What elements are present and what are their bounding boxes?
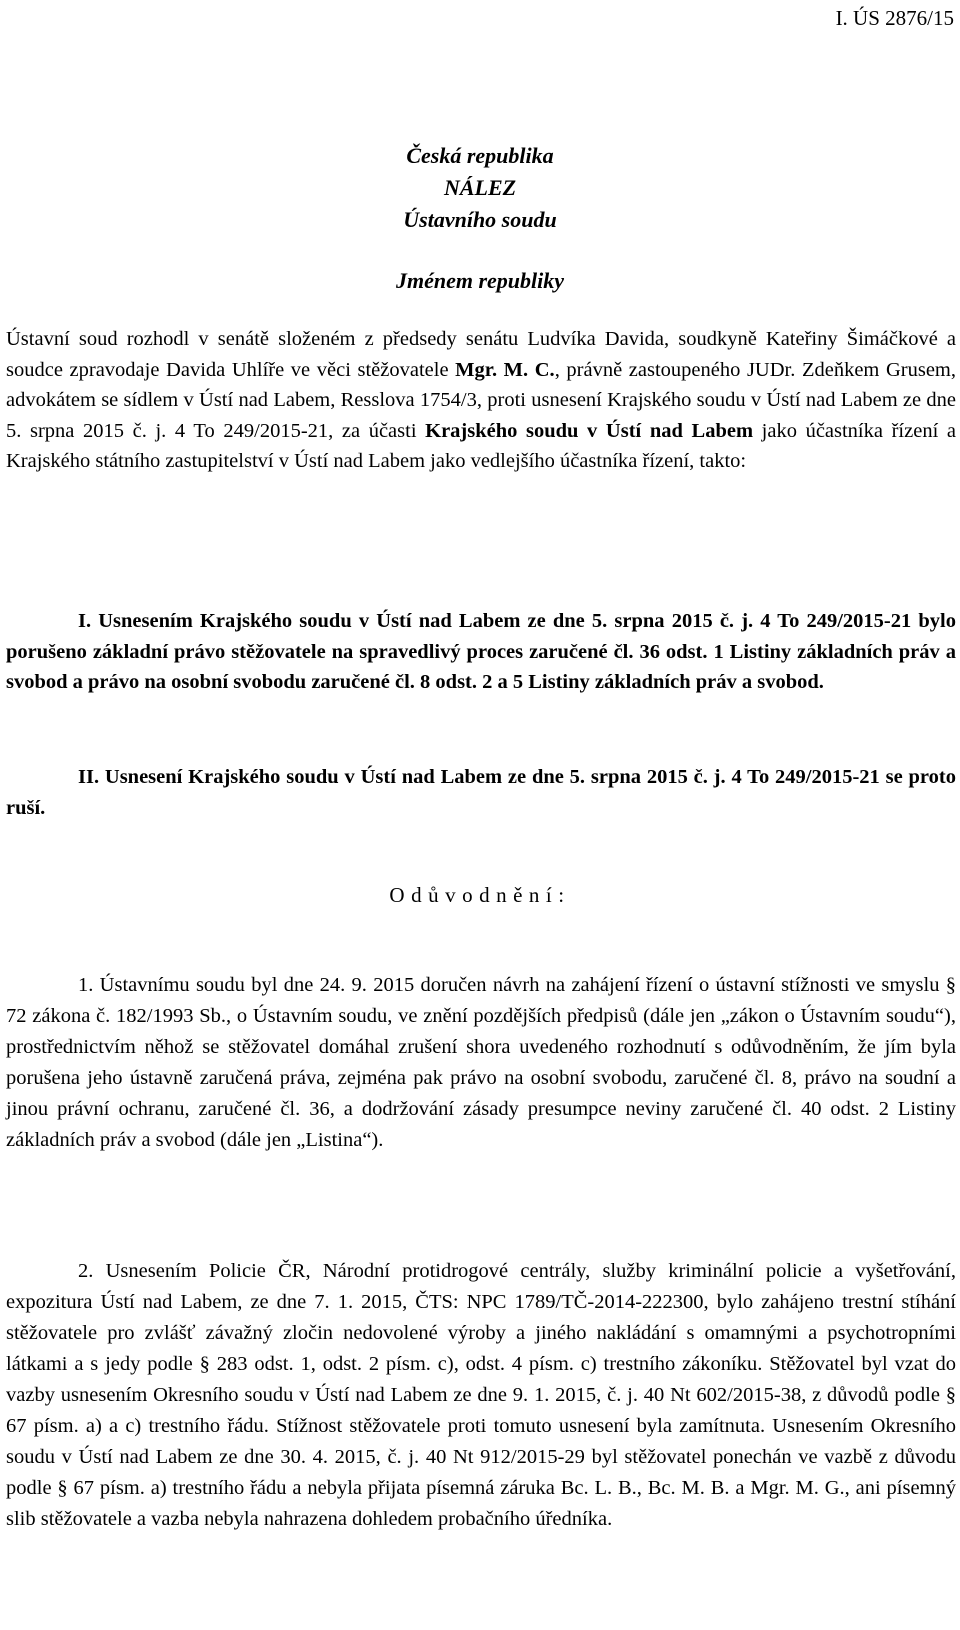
reasoning-paragraph-2	[6, 1256, 956, 1535]
title-in-name-of-republic: Jménem republiky	[395, 268, 565, 293]
participant-court: Krajského soudu v Ústí nad Labem	[425, 419, 754, 442]
intro-paragraph	[6, 324, 956, 477]
verdict-1-text: I. Usnesením Krajského soudu v Ústí nad Labem ze dne 5. srpna 2015 č. j. 4 To 249/2015-21 bylo porušeno základní právo stěžovatele na spravedlivý proces zaručené čl. 36 odst. 1 Listiny základních práv a svobod a právo na osobní svobodu zaručené čl. 8 odst. 2 a 5 Listiny základních práv a svobod.	[6, 610, 956, 693]
intro-text-2: , právně zastoupeného JUDr. Zdeňkem Grusem, advokátem se sídlem v Ústí nad Labem, Resslova 1754/3, proti usnesení Krajského soudu v Ústí nad Labem ze dne 5. srpna 2015 č. j. 4 To 249/2015-21, za účasti	[6, 358, 956, 442]
reasoning-paragraph-1	[6, 970, 956, 1156]
verdict-point-2	[6, 762, 956, 823]
title-document-type: NÁLEZ	[443, 175, 517, 200]
intro-text-1: Ústavní soud rozhodl v senátě složeném z předsedy senátu Ludvíka Davida, soudkyně Kateřiny Šimáčkové a soudce zpravodaje Davida Uhlíře ve věci stěžovatele	[6, 328, 956, 381]
case-reference: I. ÚS 2876/15	[835, 6, 954, 30]
title-court: Ústavního soudu	[403, 207, 557, 232]
intro-text-3: jako účastníka řízení a Krajského státního zastupitelství v Ústí nad Labem jako vedlejšího účastníka řízení, takto:	[6, 419, 956, 472]
paragraph-2-text: 2. Usnesením Policie ČR, Národní protidrogové centrály, služby kriminální policie a vyšetřování, expozitura Ústí nad Labem, ze dne 7. 1. 2015, ČTS: NPC 1789/TČ-2014-222300, bylo zahájeno trestní stíhání stěžovatele pro zvlášť závažný zločin nedovolené výroby a jiného nakládání s omamnými a psychotropními látkami a s jedy podle § 283 odst. 1, odst. 2 písm. c), odst. 4 písm. c) trestního zákoníku. Stěžovatel byl vzat do vazby usnesením Okresního soudu v Ústí nad Labem ze dne 9. 1. 2015, č. j. 40 Nt 602/2015-38, z důvodů podle § 67 písm. a) a c) trestního řádu. Stížnost stěžovatele proti tomuto usnesení byla zamítnuta. Usnesením Okresního soudu v Ústí nad Labem ze dne 30. 4. 2015, č. j. 40 Nt 912/2015-29 byl stěžovatel ponechán ve vazbě z důvodu podle § 67 písm. a) trestního řádu a nebyla přijata písemná záruka Bc. L. B., Bc. M. B. a Mgr. M. G., ani písemný slib stěžovatele a vazba nebyla nahrazena dohledem probačního úředníka.	[6, 1260, 956, 1530]
verdict-point-1	[6, 606, 956, 698]
reasoning-heading: Odůvodnění:	[389, 883, 571, 907]
paragraph-1-text: 1. Ústavnímu soudu byl dne 24. 9. 2015 doručen návrh na zahájení řízení o ústavní stížnosti ve smyslu § 72 zákona č. 182/1993 Sb., o Ústavním soudu, ve znění pozdějších předpisů (dále jen „zákon o Ústavním soudu“), prostřednictvím něhož se stěžovatel domáhal zrušení shora uvedeného rozhodnutí s odůvodněním, že jím byla porušena jeho ústavně zaručená práva, zejména pak právo na osobní svobodu, zaručené čl. 8, právo na soudní a jinou právní ochranu, zaručené čl. 36, a dodržování zásady presumpce neviny zaručené čl. 40 odst. 2 Listiny základních práv a svobod (dále jen „Listina“).	[6, 974, 956, 1151]
verdict-2-text: II. Usnesení Krajského soudu v Ústí nad Labem ze dne 5. srpna 2015 č. j. 4 To 249/2015-21 se proto ruší.	[6, 766, 956, 819]
complainant-name: Mgr. M. C.	[455, 358, 555, 381]
title-country: Česká republika	[406, 143, 554, 168]
